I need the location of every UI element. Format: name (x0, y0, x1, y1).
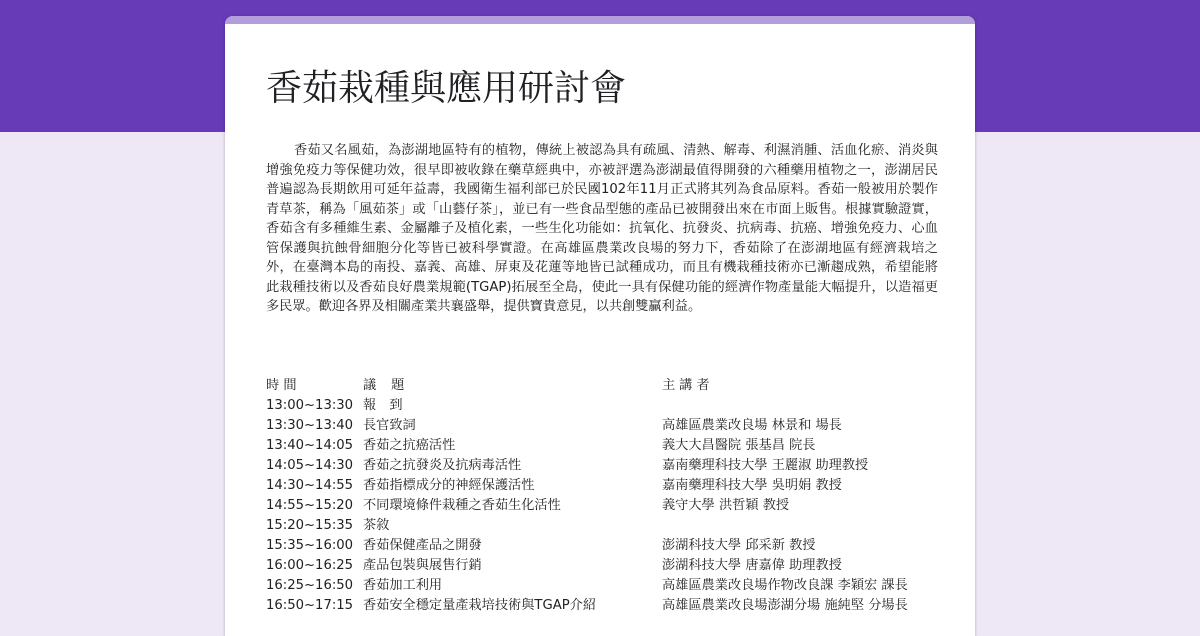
form-title: 香茹栽種與應用研討會 (266, 68, 627, 109)
schedule-time: 15:20~15:35 (266, 518, 354, 533)
header-time: 時 間 (266, 378, 297, 393)
schedule-topic: 香茹加工利用 (363, 578, 443, 593)
schedule-speaker: 嘉南藥理科技大學 吳明娟 教授 (662, 478, 842, 493)
schedule-row (266, 516, 938, 536)
schedule-time: 16:00~16:25 (266, 558, 354, 573)
schedule-time: 13:00~13:30 (266, 398, 354, 413)
schedule-speaker: 澎湖科技大學 唐嘉偉 助理教授 (662, 558, 842, 573)
schedule-time: 14:30~14:55 (266, 478, 354, 493)
schedule-topic: 香茹保健產品之開發 (363, 538, 482, 553)
schedule-row (266, 596, 938, 616)
schedule-row (266, 556, 938, 576)
schedule-topic: 茶敘 (363, 518, 390, 533)
schedule-time: 13:30~13:40 (266, 418, 354, 433)
schedule-time: 14:55~15:20 (266, 498, 354, 513)
header-topic: 議題 (363, 378, 420, 393)
schedule-topic: 香茹安全穩定量產栽培技術與TGAP介紹 (363, 598, 597, 613)
schedule-speaker: 高雄區農業改良場 林景和 場長 (662, 418, 842, 433)
schedule-time: 16:25~16:50 (266, 578, 354, 593)
schedule-row (266, 476, 938, 496)
schedule-row (266, 416, 938, 436)
schedule-speaker: 高雄區農業改良場澎湖分場 施純堅 分場長 (662, 598, 908, 613)
schedule-row (266, 496, 938, 516)
schedule-table (266, 376, 938, 616)
schedule-speaker: 嘉南藥理科技大學 王麗淑 助理教授 (662, 458, 869, 473)
schedule-speaker: 高雄區農業改良場作物改良課 李穎宏 課長 (662, 578, 908, 593)
schedule-rows (266, 396, 938, 616)
schedule-time: 16:50~17:15 (266, 598, 354, 613)
header-speaker: 主講者 (662, 378, 714, 393)
schedule-topic: 不同環境條件栽種之香茹生化活性 (363, 498, 561, 513)
schedule-topic: 長官致詞 (363, 418, 416, 433)
schedule-row (266, 436, 938, 456)
schedule-topic: 產品包裝與展售行銷 (363, 558, 482, 573)
schedule-row (266, 396, 938, 416)
schedule-row (266, 456, 938, 476)
form-card (225, 16, 975, 636)
card-accent-bar (225, 16, 975, 24)
schedule-topic: 香茹指標成分的神經保護活性 (363, 478, 535, 493)
schedule-speaker: 義守大學 洪哲穎 教授 (662, 498, 790, 513)
schedule-row (266, 536, 938, 556)
schedule-time: 14:05~14:30 (266, 458, 354, 473)
schedule-time: 15:35~16:00 (266, 538, 354, 553)
schedule-speaker: 澎湖科技大學 邱采新 教授 (662, 538, 816, 553)
schedule-topic: 香茹之抗癌活性 (363, 438, 456, 453)
schedule-time: 13:40~14:05 (266, 438, 354, 453)
schedule-header-row (266, 376, 938, 396)
schedule-speaker: 義大大昌醫院 張基昌 院長 (662, 438, 816, 453)
schedule-topic: 香茹之抗發炎及抗病毒活性 (363, 458, 522, 473)
schedule-topic: 報 到 (363, 398, 403, 413)
form-description: 香茹又名風茹，為澎湖地區特有的植物，傳統上被認為具有疏風、清熱、解毒、利濕消腫、活血化瘀、消炎與增強免疫力等保健功效，很早即被收錄在藥草經典中，亦被評選為澎湖最值得開發的六種藥用植物之一，澎湖居民普遍認為長期飲用可延年益壽，我國衛生福利部已於民國102年11月正式將其列為食品原料。香茹一般被用於製作青草茶，稱為「風茹茶」或「山藝仔茶」，並已有一些食品型態的產品已被開發出來在市面上販售。根據實驗證實，香茹含有多種維生素、金屬離子及植化素，一些生化功能如：抗氧化、抗發炎、抗病毒、抗癌、增強免疫力、心血管保護與抗蝕骨細胞分化等皆已被科學實證。在高雄區農業改良場的努力下，香茹除了在澎湖地區有經濟栽培之外，在臺灣本島的南投、嘉義、高雄、屏東及花蓮等地皆已試種成功，而且有機栽種技術亦已漸趨成熟，希望能將此栽種技術以及香茹良好農業規範(TGAP)拓展至全島，使此一具有保健功能的經濟作物產量能大幅提升，以造福更多民眾。歡迎各界及相關產業共襄盛舉，提供寶貴意見，以共創雙贏利益。 (266, 143, 938, 314)
schedule-row (266, 576, 938, 596)
